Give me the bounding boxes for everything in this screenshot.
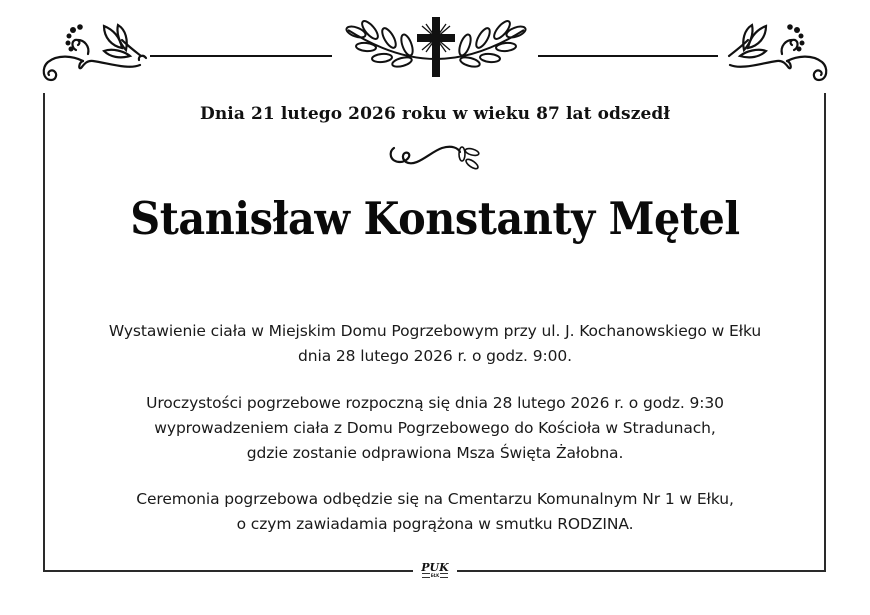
paragraph-line: gdzie zostanie odprawiona Msza Święta Żałobna. — [246, 444, 624, 462]
logo-bar-left — [422, 573, 430, 578]
paragraph-line: o czym zawiadamia pogrążona w smutku RODZINA. — [236, 515, 634, 533]
top-rule-right — [538, 55, 718, 57]
floral-flourish-icon — [712, 18, 832, 88]
ceremony-info-paragraph — [0, 391, 870, 466]
logo-sub — [418, 573, 452, 578]
cross-with-laurel-icon — [336, 14, 536, 80]
vine-leaf-divider-icon — [386, 142, 486, 174]
death-announcement-headline: Dnia 21 lutego 2026 roku w wieku 87 lat odszedł — [199, 104, 671, 124]
paragraph-line: Wystawienie ciała w Miejskim Domu Pogrzebowym przy ul. J. Kochanowskiego w Ełku — [108, 322, 762, 340]
paragraph-line: Ceremonia pogrzebowa odbędzie się na Cmentarzu Komunalnym Nr 1 w Ełku, — [136, 490, 734, 508]
puk-elk-logo — [418, 562, 452, 578]
burial-info-paragraph — [0, 487, 870, 537]
viewing-info-paragraph — [0, 319, 870, 369]
logo-bar-right — [440, 573, 448, 578]
frame-bottom-border-right — [457, 570, 826, 572]
logo-sub-text: EŁK — [430, 573, 440, 578]
deceased-name: Stanisław Konstanty Mętel — [130, 192, 740, 245]
top-rule-left — [150, 55, 332, 57]
logo-main-text: PUK — [421, 561, 449, 574]
paragraph-line: Uroczystości pogrzebowe rozpoczną się dnia 28 lutego 2026 r. o godz. 9:30 — [146, 394, 724, 412]
paragraph-line: wyprowadzeniem ciała z Domu Pogrzebowego do Kościoła w Stradunach, — [154, 419, 716, 437]
paragraph-line: dnia 28 lutego 2026 r. o godz. 9:00. — [298, 347, 572, 365]
floral-flourish-icon — [38, 18, 158, 88]
frame-bottom-border-left — [43, 570, 413, 572]
